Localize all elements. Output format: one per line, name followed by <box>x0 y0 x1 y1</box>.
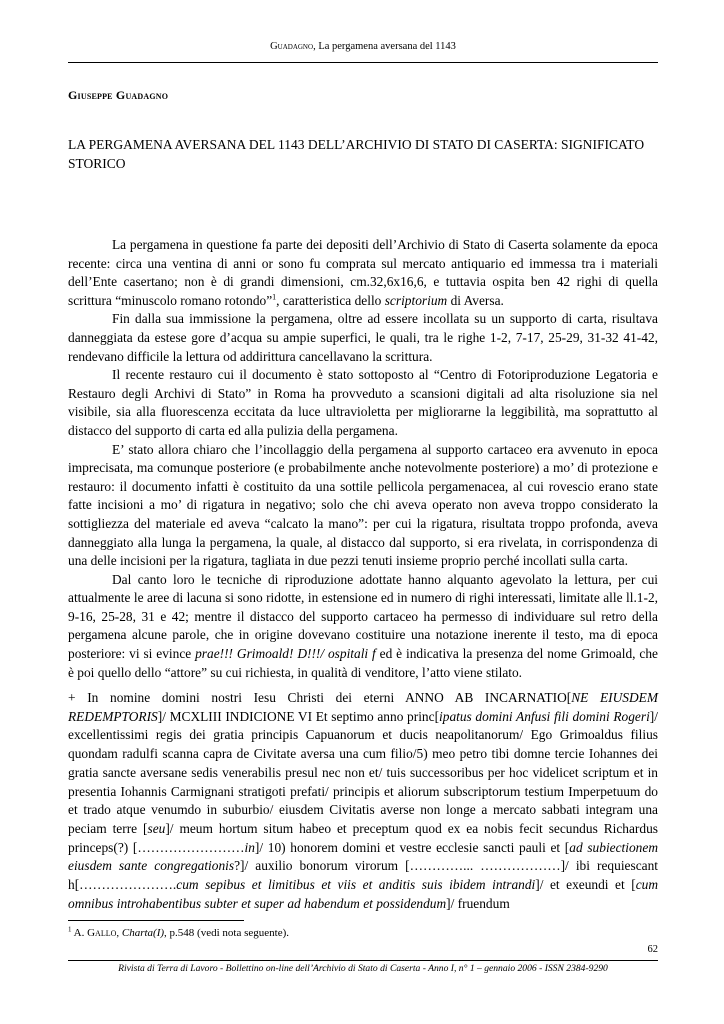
charter-italic: ipatus domini Anfusi fili domini Rogeri <box>439 708 650 724</box>
paragraph-1-italic: scriptorium <box>384 292 448 308</box>
charter-italic: NE EIUSDEM REDEMPTORIS <box>68 690 658 724</box>
charter-italic: ad subiectionem eiusdem sante congregationis <box>68 839 658 874</box>
journal-footer: Rivista di Terra di Lavoro - Bollettino on-line dell’Archivio di Stato di Caserta - Anno I, n° 1 – gennaio 2006 - ISSN 2384-9290 <box>118 963 608 974</box>
charter-segment: ]/ et exeundi et [ <box>535 877 636 893</box>
footnote-number: 1 <box>68 925 72 934</box>
article-title: LA PERGAMENA AVERSANA DEL 1143 DELL’ARCHIVIO DI STATO DI CASERTA: SIGNIFICATO STORICO <box>68 137 645 171</box>
footnote-initial: A. <box>71 927 88 939</box>
charter-italic: cum sepibus et limitibus et viis et anditis suis ibidem intrandi <box>176 877 536 893</box>
page-number: 62 <box>647 944 658 955</box>
charter-segment: ]/ meum hortum situm habeo et preceptum quod ex ea nobis fecit secundus Richardus princeps(?) […………………… <box>68 820 658 855</box>
footnote <box>68 927 289 939</box>
charter-transcription <box>68 689 658 913</box>
paragraph-1-text: La pergamena in questione fa parte dei depositi dell’Archivio di Stato di Caserta solamente da epoca recente: circa una ventina di anni or sono fu comprata sul mercato antiquario ed immessa tra i materiali dell’Ente casertano; non è di grandi dimensioni, cm.32,6x16,6, e tuttavia ospita ben 42 righi di quella scrittura “minuscolo romano rotondo” <box>68 237 658 308</box>
paragraph-3: Il recente restauro cui il documento è stato sottoposto al “Centro di Fotoriproduzione Legatoria e Restauro degli Archivi di Stato” in Roma ha provveduto a scansioni digitali ad alta risoluzione sia nel visibile, sia alla fluorescenza eccitata da luce ultravioletta per migliorarne la leggibilità, ma soprattutto al distacco del supporto di carta ed alla pulizia della pergamena. <box>68 367 658 438</box>
article-author: Giuseppe Guadagno <box>68 88 169 102</box>
running-header-author: Guadagno <box>270 41 314 52</box>
running-header <box>68 41 658 52</box>
footnote-work: Charta(I) <box>121 927 165 939</box>
paragraph-1-text-c: di Aversa. <box>447 292 504 308</box>
paragraph-5 <box>68 571 658 683</box>
charter-italic: seu <box>147 820 166 836</box>
footnote-ref[interactable]: 1 <box>272 292 277 302</box>
paragraph-5-text: Dal canto loro le tecniche di riproduzione adottate hanno alquanto agevolato la lettura, per cui attualmente le aree di lacuna si sono ridotte, in estensione ed in numero di righi interessati, limitate alle ll.1-2, 9-16, 25-28, 31 e 42; mentre il distacco del supporto cartaceo ha permesso di individuare sul retro della pergamena alcune parole, che in origine dovevano costituire una notazione inerente il testo, ma di epoca posteriore: vi si evince <box>68 571 658 662</box>
footnote-author: Gallo <box>87 927 117 939</box>
paragraph-1 <box>68 236 658 310</box>
charter-segment: ]/ excellentissimi regis dei gratia principis Capuanorum et ducis neapolitanorum/ Ego Grimoaldus filius quondam radulfi scanna capra de Civitate aversa una cum filio/5) meo petro tibi domne tercie Iohannes dei gratia sancte aversane sedis venerabilis presul nec non et/ tuis successoribus per hoc videlicet scriptum et in presentia Iohannis Carmignani stratigoti prefati/ principis et aliorum subscriptorum testium Imperpetuum do et trado atque venumdo in suburbio/ eiusdem Civitatis averse non longe a mercato sabbati integram una peciam terre [ <box>68 708 658 836</box>
charter-text <box>68 689 658 913</box>
article-body <box>68 236 658 682</box>
charter-segment: ]/ MCXLIII INDICIONE VI Et septimo anno princ[ <box>157 708 440 724</box>
paragraph-1-text-b: , caratteristica dello <box>276 292 385 308</box>
footnote-rest: , p.548 (vedi nota seguente). <box>164 927 289 939</box>
footer-rule <box>68 960 658 961</box>
header-rule <box>68 62 658 63</box>
paragraph-4: E’ stato allora chiaro che l’incollaggio della pergamena al supporto cartaceo era avvenuto in epoca imprecisata, ma comunque posteriore (e probabilmente anche notevolmente posteriore) a mo’ di protezione e restauro: il documento infatti è costituito da una sottile pellicola pergamenacea, al cui rovescio erano state fatte incisioni a mo’ di rigatura in negativo; solo che chi aveva operato non aveva troppo considerato la sottigliezza del materiale ed aveva “calcato la mano”: per cui la rigatura, risultata troppo profonda, aveva danneggiato alla lunga la pergamena, la quale, al distacco dal supporto, si era rivelata, in corrispondenza di una delle incisioni per la rigatura, tagliata in due pezzi tenuti insieme proprio perché incollati sulla carta. <box>68 441 658 569</box>
footnote-sep: , <box>116 927 122 939</box>
charter-italic: cum omnibus introhabentibus subter et super ad habendum et possidendum <box>68 877 659 911</box>
paragraph-5-text-b: ed è indicativa la presenza del nome Grimoald, che è poi quello dello “attore” su cui richiesta, in qualità di venditore, l’atto viene stilato. <box>68 646 658 680</box>
paragraph-5-italic: prae!!! Grimoald! D!!!/ ospitali f <box>195 646 376 662</box>
running-header-title: , La pergamena aversana del 1143 <box>313 41 456 52</box>
charter-segment: + In nomine domini nostri Iesu Christi dei eterni ANNO AB INCARNATIO[ <box>68 690 572 705</box>
charter-segment: ?]/ auxilio bonorum virorum […………... ………………]/ ibi requiescant h[…………………. <box>68 858 659 893</box>
charter-segment: ]/ 10) honorem domini et vestre ecclesie sancti pauli et [ <box>254 839 570 855</box>
charter-segment: ]/ fruendum <box>446 895 510 911</box>
footnote-rule <box>68 920 244 921</box>
paragraph-2: Fin dalla sua immissione la pergamena, oltre ad essere incollata su un supporto di carta, risultava danneggiata da estese gore d’acqua su ampie superfici, le quali, tra le righe 1-2, 7-17, 25-29, 31-32 41-42, rendevano difficile la lettura od addirittura cancellavano la scrittura. <box>68 311 658 364</box>
charter-italic: in <box>244 839 255 855</box>
